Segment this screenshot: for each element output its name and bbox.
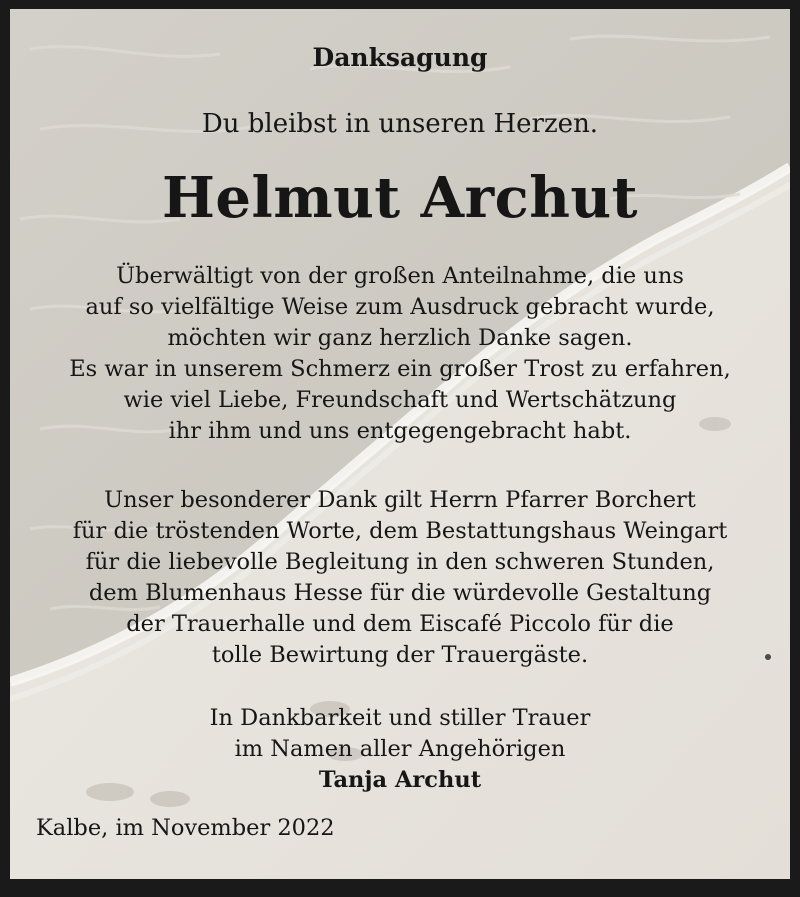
text-line: Es war in unserem Schmerz ein großer Trost zu erfahren,	[69, 356, 731, 382]
text-line: ihr ihm und uns entgegengebracht habt.	[168, 418, 632, 444]
text-line: Überwältigt von der großen Anteilnahme, die uns	[116, 263, 684, 289]
notice-heading: Danksagung	[312, 43, 488, 72]
text-line: für die liebevolle Begleitung in den schweren Stunden,	[85, 549, 715, 575]
text-line: im Namen aller Angehörigen	[234, 736, 566, 762]
text-line: der Trauerhalle und dem Eiscafé Piccolo für die	[126, 611, 674, 637]
signer-name: Tanja Archut	[318, 767, 482, 793]
text-line: möchten wir ganz herzlich Danke sagen.	[167, 325, 633, 351]
text-line: für die tröstenden Worte, dem Bestattungshaus Weingart	[72, 518, 728, 544]
text-line: Unser besonderer Dank gilt Herrn Pfarrer Borchert	[104, 487, 696, 513]
deceased-name: Helmut Archut	[162, 165, 638, 231]
closing-block	[10, 703, 790, 796]
thanks-paragraph-2	[10, 485, 790, 671]
text-line: In Dankbarkeit und stiller Trauer	[209, 705, 591, 731]
place-date: Kalbe, im November 2022	[36, 815, 335, 841]
text-line: dem Blumenhaus Hesse für die würdevolle Gestaltung	[88, 580, 712, 606]
thanks-paragraph-1	[10, 261, 790, 447]
text-line: wie viel Liebe, Freundschaft und Wertschätzung	[123, 387, 677, 413]
text-line: auf so vielfältige Weise zum Ausdruck gebracht wurde,	[85, 294, 715, 320]
text-line: tolle Bewirtung der Trauergäste.	[211, 642, 589, 668]
obituary-notice	[10, 9, 790, 879]
notice-subheading: Du bleibst in unseren Herzen.	[201, 109, 599, 139]
